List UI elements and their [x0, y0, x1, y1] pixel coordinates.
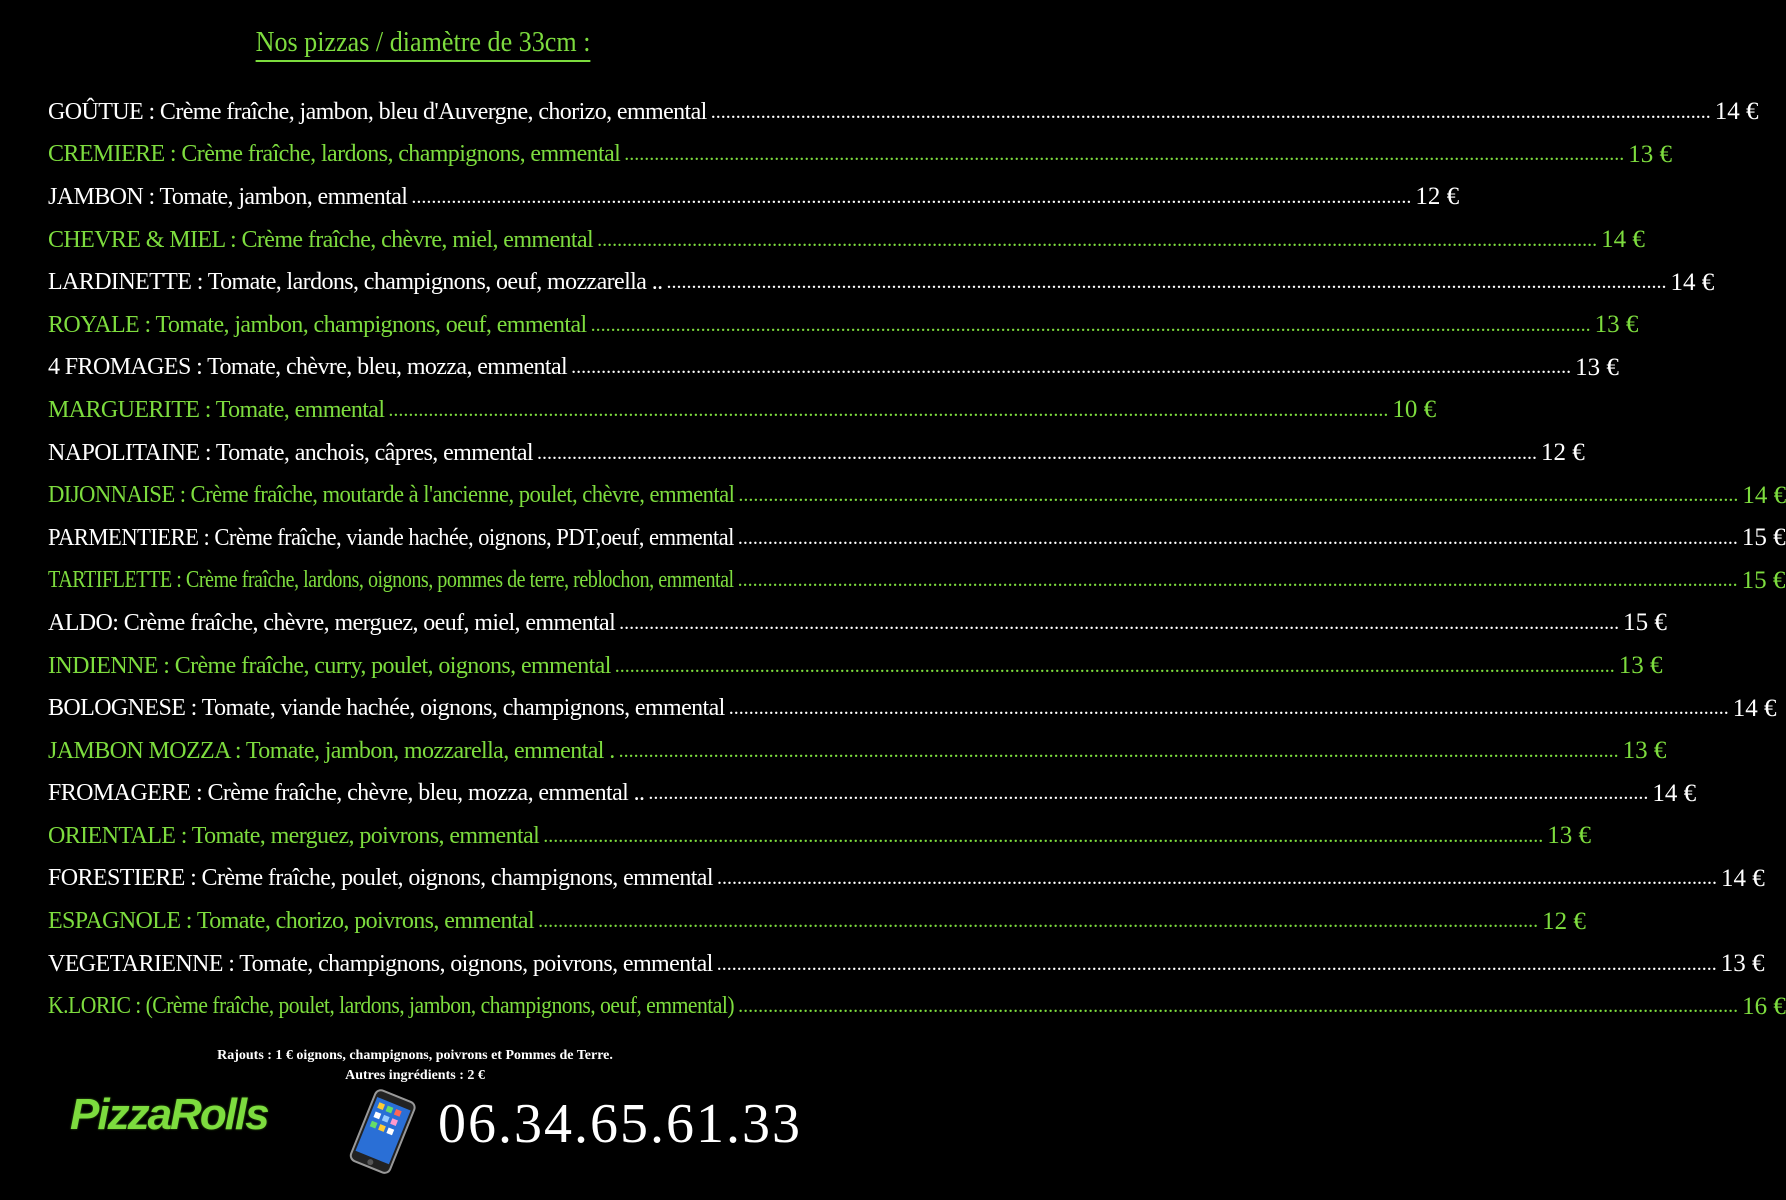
pizza-item: [48, 815, 1591, 858]
pizza-price: 16 €: [1742, 992, 1786, 1020]
pizza-price: 12 €: [1415, 183, 1460, 211]
dot-leader: ........................................................................................................................................................................................................: [597, 228, 1598, 251]
pizza-item: [48, 347, 1619, 390]
pizza-description: LARDINETTE : Tomate, lardons, champignons, oeuf, mozzarella ..: [48, 269, 663, 296]
pizza-description: JAMBON : Tomate, jambon, emmental: [48, 183, 408, 210]
pizza-price: 12 €: [1542, 907, 1586, 935]
dot-leader: ........................................................................................................................................................................................................: [619, 611, 1620, 634]
dot-leader: ........................................................................................................................................................................................................: [614, 654, 1615, 677]
pizza-price: 14 €: [1732, 694, 1777, 722]
pizza-description: GOÛTUE : Crème fraîche, jambon, bleu d'Auvergne, chorizo, emmental: [48, 98, 707, 125]
pizza-price: 14 €: [1714, 98, 1759, 126]
pizza-description: FORESTIERE : Crème fraîche, poulet, oignons, champignons, emmental: [48, 865, 713, 892]
dot-leader: ........................................................................................................................................................................................................: [710, 100, 1711, 123]
pizza-item: [48, 985, 1786, 1028]
pizza-price: 12 €: [1540, 439, 1585, 467]
pizza-item: [48, 474, 1786, 517]
pizza-price: 13 €: [1575, 353, 1619, 381]
pizza-price: 13 €: [1628, 140, 1672, 168]
pizza-price: 14 €: [1742, 481, 1786, 509]
pizza-description: CREMIERE : Crème fraîche, lardons, champignons, emmental: [48, 141, 621, 168]
extras-line-1: Rajouts : 1 € oignons, champignons, poivrons et Pommes de Terre.: [217, 1048, 613, 1063]
dot-leader: ........................................................................................................................................................................................................: [388, 398, 1389, 421]
pizza-description: ROYALE : Tomate, jambon, champignons, oeuf, emmental: [48, 311, 587, 338]
pizza-description: ESPAGNOLE : Tomate, chorizo, poivrons, emmental: [48, 908, 535, 935]
pizza-item: [48, 730, 1667, 773]
dot-leader: ........................................................................................................................................................................................................: [624, 143, 1625, 166]
pizza-item: [48, 858, 1765, 901]
dot-leader: ........................................................................................................................................................................................................: [737, 526, 1738, 549]
pizza-description: BOLOGNESE : Tomate, viande hachée, oignons, champignons, emmental: [48, 695, 725, 722]
pizza-description: 4 FROMAGES : Tomate, chèvre, bleu, mozza, emmental: [48, 354, 568, 381]
pizza-description: FROMAGERE : Crème fraîche, chèvre, bleu, mozza, emmental ..: [48, 780, 645, 807]
pizza-price: 14 €: [1720, 864, 1765, 892]
menu-title: [0, 26, 846, 62]
pizza-description: ORIENTALE : Tomate, merguez, poivrons, emmental: [48, 822, 540, 849]
pizza-description: CHEVRE & MIEL : Crème fraîche, chèvre, miel, emmental: [48, 226, 594, 253]
dot-leader: ........................................................................................................................................................................................................: [737, 569, 1738, 592]
dot-leader: ........................................................................................................................................................................................................: [571, 356, 1572, 379]
pizza-item: [48, 645, 1663, 688]
dot-leader: ........................................................................................................................................................................................................: [716, 867, 1717, 890]
pizza-item: [48, 134, 1672, 177]
pizza-description: INDIENNE : Crème fraîche, curry, poulet, oignons, emmental: [48, 652, 611, 679]
dot-leader: ........................................................................................................................................................................................................: [728, 697, 1729, 720]
dot-leader: ........................................................................................................................................................................................................: [716, 952, 1717, 975]
pizza-description: JAMBON MOZZA : Tomate, jambon, mozzarella, emmental .: [48, 737, 615, 764]
pizza-item: [48, 517, 1786, 560]
pizza-price: 14 €: [1601, 226, 1645, 254]
phone-number: 06.34.65.61.33: [438, 1093, 802, 1155]
pizza-description: MARGUERITE : Tomate, emmental: [48, 396, 385, 423]
pizza-item: [48, 900, 1586, 943]
pizza-list: [48, 91, 1786, 1028]
pizza-item: [48, 602, 1667, 645]
pizza-description: NAPOLITAINE : Tomate, anchois, câpres, emmental: [48, 439, 533, 466]
extras-line-2: Autres ingrédients : 2 €: [345, 1068, 485, 1083]
dot-leader: ........................................................................................................................................................................................................: [618, 739, 1619, 762]
pizza-price: 13 €: [1720, 950, 1765, 978]
pizza-price: 15 €: [1741, 566, 1786, 594]
dot-leader: ........................................................................................................................................................................................................: [538, 910, 1539, 933]
pizza-price: 13 €: [1594, 311, 1639, 339]
pizza-description: K.LORIC : (Crème fraîche, poulet, lardons, jambon, champignons, oeuf, emmental): [48, 993, 735, 1020]
pizza-item: [48, 91, 1759, 134]
pizza-description: VEGETARIENNE : Tomate, champignons, oignons, poivrons, emmental: [48, 950, 713, 977]
dot-leader: ........................................................................................................................................................................................................: [543, 824, 1544, 847]
pizza-item: [48, 261, 1715, 304]
dot-leader: ........................................................................................................................................................................................................: [648, 782, 1649, 805]
pizza-item: [48, 432, 1585, 475]
pizza-price: 14 €: [1652, 779, 1697, 807]
pizza-price: 13 €: [1622, 737, 1667, 765]
dot-leader: ........................................................................................................................................................................................................: [411, 185, 1412, 208]
dot-leader: ........................................................................................................................................................................................................: [738, 484, 1739, 507]
dot-leader: ........................................................................................................................................................................................................: [666, 271, 1667, 294]
pizza-description: ALDO: Crème fraîche, chèvre, merguez, oeuf, miel, emmental: [48, 609, 616, 636]
pizza-price: 10 €: [1392, 396, 1437, 424]
pizza-price: 13 €: [1547, 822, 1591, 850]
pizzarolls-logo: PizzaRolls: [70, 1090, 268, 1139]
pizza-price: 13 €: [1618, 652, 1663, 680]
smartphone-icon: [336, 1092, 432, 1170]
pizza-description: DIJONNAISE : Crème fraîche, moutarde à l'ancienne, poulet, chèvre, emmental: [48, 482, 735, 509]
pizza-price: 15 €: [1741, 524, 1786, 552]
dot-leader: ........................................................................................................................................................................................................: [536, 441, 1537, 464]
pizza-item: [48, 389, 1437, 432]
pizza-item: [48, 943, 1765, 986]
pizza-item: [48, 304, 1639, 347]
pizza-item: [48, 219, 1645, 262]
extras-note: [0, 1046, 830, 1086]
menu-title-text: Nos pizzas / diamètre de 33cm :: [256, 26, 591, 62]
pizza-item: [48, 773, 1697, 816]
pizza-item: [48, 176, 1460, 219]
dot-leader: ........................................................................................................................................................................................................: [738, 995, 1739, 1018]
pizza-description: TARTIFLETTE : Crème fraîche, lardons, oignons, pommes de terre, reblochon, emmental: [48, 567, 734, 594]
pizza-description: PARMENTIERE : Crème fraîche, viande hachée, oignons, PDT,oeuf, emmental: [48, 524, 734, 551]
pizza-item: [48, 560, 1786, 603]
dot-leader: ........................................................................................................................................................................................................: [590, 313, 1591, 336]
pizza-item: [48, 687, 1777, 730]
pizza-price: 14 €: [1670, 268, 1715, 296]
pizza-price: 15 €: [1623, 609, 1667, 637]
